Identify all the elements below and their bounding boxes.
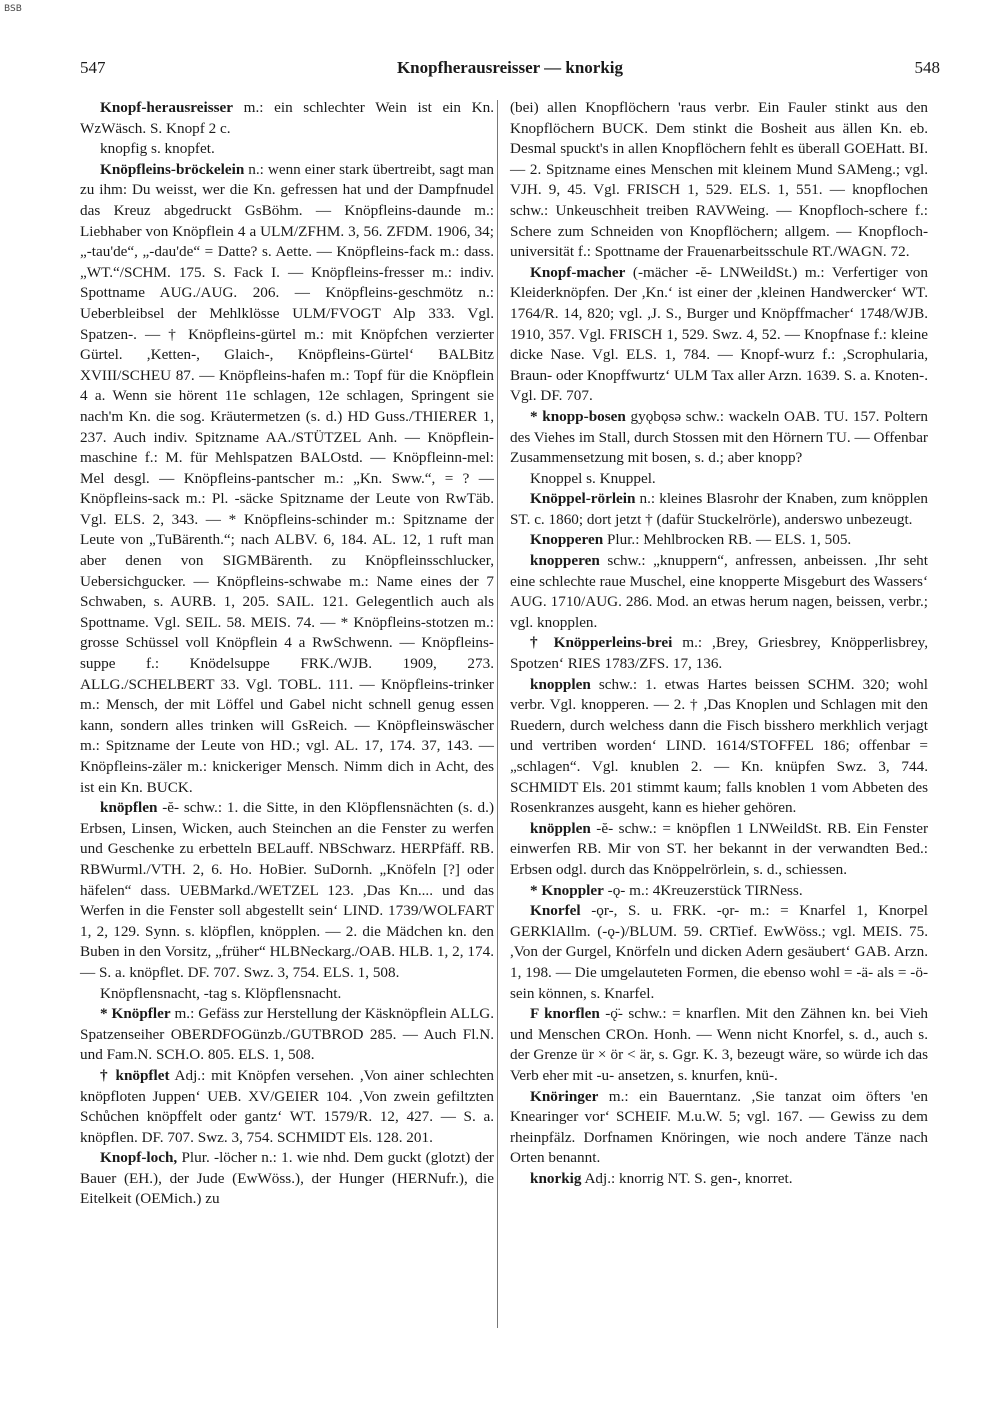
entry-text: n.: kleines Blasrohr der Knaben, zum knöpplen ST. c. 1860; dort jetzt † (dafür Stuckelrörle), anderswo unbezeugt.	[510, 490, 928, 528]
entry-lemma: Knopf-macher	[530, 263, 626, 281]
entry-lemma: Knöpfleins-bröckelein	[100, 160, 245, 178]
dictionary-entry	[510, 1004, 928, 1086]
entry-lemma: Knöringer	[530, 1087, 599, 1105]
dictionary-entry	[510, 551, 928, 633]
entry-text: m.: ein Bauerntanz. ,Sie tanzat oim öfters 'en Knearinger vor‘ SCHEIF. M.u.W. 5; vgl. 167. — Gewiss zu dem rheinpfälz. Dorfnamen Knöringen, wie noch andere Tänze nach Orten benannt.	[510, 1087, 928, 1167]
dictionary-entry	[80, 98, 494, 139]
entry-lemma: Knöppel-rörlein	[530, 490, 636, 508]
dictionary-entry	[80, 1004, 494, 1066]
dictionary-entry	[510, 819, 928, 881]
entry-text: m.: Gefäss zur Herstellung der Käsknöpflein ALLG. Spatzenseiher OBERDFOGünzb./GUTBROD 285. — Auch Fl.N. und Fam.N. SCH.O. 805. ELS. 1, 508.	[80, 1005, 494, 1064]
entry-text: -ǫ- m.: 4Kreuzerstück TIRNess.	[603, 881, 803, 899]
entry-lemma: knöpflen	[100, 799, 158, 817]
page-header	[80, 58, 940, 84]
entry-lemma: knopplen	[530, 675, 591, 693]
column-divider	[497, 100, 498, 1328]
entry-text: n.: wenn einer stark übertreibt, sagt man zu ihm: Du weisst, wer die Kn. gefressen hat und der Dampfnudel das Kreuz abgedruckt GsBöhm. — Knöpfleins-daunde m.: Liebhaber von Knöpflein 4 a ULM/ZFHM. 3, 56. ZFDM. 1906, 34; „-tau'de“, „-dau'de“ = Datte? s. Aette. — Knöpfleins-fack m.: dass. „WT.“/SCHM. 175. S. Fack I. — Knöpfleins-fresser m.: indiv. Spottname AUG./AUG. 206. — Knöpfleins-geschmötz n.: Ueberbleibsel der Mehlklösse ULM/FVOGT Alp 333. Vgl. Spatzen-. — † Knöpfleins-gürtel m.: mit Knöpfchen verzierter Gürtel. ,Ketten-, Glaich-, Knöpfleins-Gürtel‘ BALBitz XVIII/SCHEU 87. — Knöpfleins-hafen m.: Topf für die Knöpflein 4 a. Wenn sie hörent 11e schlagen, 12e schlagen, Springent sie nach'm Kn. die sog. Kräutermetzen (s. d.) HD Guss./THIERER 1, 237. Auch indiv. Spitzname AA./STÜTZEL Anh. — Knöpflein-maschine f.: M. für Mehlspatzen BALOstd. — Knöpfleinn-mel: Mel desgl. — Knöpfleins-pantscher m.: „Kn. Sww.“, = ? — Knöpfleins-sack m.: Pl. -säcke Spitzname der Leute von RwTäb. Vgl. ELS. 2, 343. — * Knöpfleins-schinder m.: Spitzname der Leute von „TuBärenth.“; nach ALBV. 6, 184. AL. 12, 1 ruft man aber denen von SIGMBärenth. zu Knöpfleinsschlucker, Uebersichgucker. — Knöpfleins-schwabe m.: Name eines der 7 Schwaben, s. AURB. 1, 205. SAIL. 121. Gelegentlich auch als Spottname. Vgl. SEIL. 58. MEIS. 74. — * Knöpfleins-stotzen m.: grosse Schüssel voll Knöpflein 4 a RwSchwenn. — Knöpfleins-suppe f.: Knödelsuppe FRK./WJB. 1909, 273. ALLG./SCHELBERT 33. Vgl. TOBL. 111. — Knöpfleins-trinker m.: Mensch, der mit Löffel und Gabel nicht schnell genug essen kann, sondern alles trinken will GsReich. — Knöpfleinswäscher m.: Spitzname der Leute von HD.; vgl. AL. 17, 174. 37, 143. — Knöpfleins-zäler m.: knickeriger Mensch. Nimm dich in Acht, des ist ein Kn. BUCK.	[80, 160, 494, 796]
dictionary-entry	[510, 98, 928, 263]
left-page-number: 547	[80, 58, 106, 77]
entry-lemma: knorkig	[530, 1169, 582, 1187]
dictionary-entry	[80, 160, 494, 798]
library-mark: BSB	[4, 4, 22, 14]
entry-text: m.: ein schlechter Wein ist ein Kn. WzWäsch. S. Knopf 2 c.	[80, 99, 494, 137]
dictionary-entry	[510, 633, 928, 674]
entry-text: knopfig s. knopfet.	[100, 140, 215, 158]
entry-text: (bei) allen Knopflöchern 'raus verbr. Ein Fauler stinkt aus den Knopflöchern BUCK. Dem stinkt die Bosheit aus ällen Kn. eb. Desmal spuckt's in allen Knopflöchern fehlt es überall GOEHatt. BI. — 2. Spitzname eines Menschen mit kleinem Mund SAMeng.; vgl. VJH. 9, 45. Vgl. FRISCH 1, 529. ELS. 1, 551. — knopflochen schw.: Unkeuschheit treiben RAVWeing. — Knopfloch-schere f.: Schere zum Schneiden von Knopflöchern; allgem. — Knopfloch-universität f.: Spottname der Frauenarbeitsschule RT./WAGN. 72.	[510, 99, 928, 261]
entry-text: -ĕ- schw.: 1. die Sitte, in den Klöpflensnächten (s. d.) Erbsen, Linsen, Wicken, auch Steinchen an die Fenster zu werfen und Geschenke zu erbetteln BELauff. NBSchwarz. HERPfäff. RB. RBWurml./VTH. 2, 6. Ho. HoBier. SuDornh. „Knöfeln [?] oder häfelen“ dass. UEBMarkd./WETZEL 123. ,Das Kn.... und das Werfen in die Fenster soll abgestellt sein‘ LIND. 1739/WOLFART 1, 2, 129. Synn. s. klöpflen, knöpplen. — 2. die Mädchen kn. den Buben in den Vorsitz, „früher“ HLBNeckarg./OAB. HLB. 1, 2, 174. — S. a. knöpflet. DF. 707. Swz. 3, 754. ELS. 1, 508.	[80, 799, 494, 981]
entry-lemma: * knopp-bosen	[530, 407, 626, 425]
dictionary-entry	[80, 139, 494, 160]
entry-text: Knöpflensnacht, -tag s. Klöpflensnacht.	[100, 984, 342, 1002]
dictionary-entry	[510, 675, 928, 819]
dictionary-entry	[510, 881, 928, 902]
entry-text: -ǫr-, S. u. FRK. -ǫr- m.: = Knarfel 1, Knorpel GERKlAllm. (-ǫ-)/BLUM. 59. CRTief. EwWöss.; vgl. MEIS. 75. ,Von der Gurgel, Knörfeln und dicken Adern gesäubert‘ GAB. Arzn. 1, 198. — Die umgelauteten Formen, die ebenso wohl = -ä- als = -ö- sein können, s. Knarfel.	[510, 902, 928, 1002]
dictionary-entry	[80, 798, 494, 983]
entry-lemma: Knopf-loch,	[100, 1149, 178, 1167]
dictionary-entry	[510, 263, 928, 407]
entry-lemma: Knopf-herausreisser	[100, 99, 234, 116]
entry-text: Adj.: mit Knöpfen versehen. ,Von ainer schlechten knöpfloten Juppen‘ UEB. XV/GEIER 104. ,Von zwein gefiltzten Schůchen knöpffelt oder gantz‘ WT. 1579/R. 12, 427. — S. a. knöpflen. DF. 707. Swz. 3, 754. SCHMIDT Els. 128. 201.	[80, 1066, 495, 1146]
left-column	[80, 98, 494, 1210]
dictionary-entry	[510, 1087, 928, 1169]
entry-lemma: Knorfel	[530, 902, 581, 920]
dictionary-entry	[80, 1066, 494, 1148]
dictionary-entry	[510, 489, 928, 530]
dictionary-entry	[510, 407, 928, 469]
right-column	[510, 98, 928, 1189]
entry-lemma: F knorflen	[530, 1005, 600, 1023]
entry-text: m.: ,Brey, Griesbrey, Knöpperlisbrey, Spotzen‘ RIES 1783/ZFS. 17, 136.	[510, 634, 929, 673]
entry-text: Plur. -löcher n.: 1. wie nhd. Dem guckt (glotzt) der Bauer (EH.), der Jude (EwWöss.), der Hunger (HERNufr.), die Eitelkeit (OEMich.) zu	[80, 1149, 494, 1208]
entry-lemma: * Knöpfler	[100, 1005, 171, 1023]
running-title: Knopfherausreisser — knorkig	[396, 58, 624, 77]
dictionary-entry	[510, 530, 928, 551]
dictionary-entry	[510, 1169, 928, 1190]
entry-text: schw.: 1. etwas Hartes beissen SCHM. 320; wohl verbr. Vgl. knopperen. — 2. † ,Das Knoplen und Schlagen mit den Ruedern, durch welchess dann die Fisch bisshero merkhlich verjagt und vertriben worden‘ LIND. 1614/STOFFEL 186; offenbar = „schlagen“. Vgl. knublen 2. — Kn. knüpfen Swz. 3, 744. SCHMIDT Els. 201 stimmt kaum; falls knoblen 1 vom Abbeten des Rosenkranzes ausgeht, kann es hieher gehören.	[510, 675, 928, 817]
entry-text: gyǫbǫsə schw.: wackeln OAB. TU. 157. Poltern des Viehes im Stall, durch Stossen mit den Hörnern TU. — Offenbar Zusammensetzung mit bosen, s. d.; aber knopp?	[510, 407, 929, 467]
entry-lemma: † Knöpperleins-brei	[530, 634, 673, 652]
entry-text: -ĕ- schw.: = knöpflen 1 LNWeildSt. RB. Ein Fenster einwerfen RB. Mir von ST. her bekannt in der verwandten Bed.: Erbsen odgl. durch das Knöppelrörlein, s. d., schiessen.	[510, 819, 928, 878]
dictionary-entry	[80, 984, 494, 1005]
dictionary-entry	[510, 901, 928, 1004]
dictionary-entry	[510, 469, 928, 490]
entry-text: -ǫ̈- schw.: = knarflen. Mit den Zähnen kn. bei Vieh und Menschen CROn. Honh. — Wenn nicht Knorfel, s. d., auch s. der Grenze ür × ör < är, s. Ggr. K. 3, bezeugt wäre, so würde ich das Verb eher mit -u- ansetzen, s. knurfen, knü-.	[510, 1005, 929, 1084]
right-page-number: 548	[914, 58, 940, 77]
entry-text: Knoppel s. Knuppel.	[530, 469, 656, 487]
entry-text: schw.: „knuppern“, anfressen, anbeissen. ,Ihr seht eine schlechte raue Muschel, eine knopperte Misgeburt des Wassers‘ AUG. 1710/AUG. 286. Mod. an etwas herum nagen, beissen, verbr.; vgl. knopplen.	[510, 552, 928, 631]
entry-lemma: † knöpflet	[100, 1066, 170, 1084]
entry-lemma: knöpplen	[530, 819, 591, 837]
entry-lemma: Knopperen	[530, 531, 604, 549]
entry-lemma: * Knoppler	[530, 881, 604, 899]
entry-lemma: knopperen	[530, 552, 600, 570]
entry-text: Adj.: knorrig NT. S. gen-, knorret.	[581, 1169, 793, 1187]
entry-text: Plur.: Mehlbrocken RB. — ELS. 1, 505.	[603, 531, 852, 549]
entry-text: (-mächer -ĕ- LNWeildSt.) m.: Verfertiger von Kleiderknöpfen. Der ,Kn.‘ ist einer der ,kleinen Handwercker‘ WT. 1764/R. 14, 820; vgl. ,J. S., Burger und Knöpffmacher‘ 1748/WJB. 1910, 357. Vgl. FRISCH 1, 529. Swz. 4, 52. — Knopfnase f.: kleine dicke Nase. Vgl. ELS. 1, 784. — Knopf-wurz f.: ,Scrophularia, Braun- oder Knopffwurtz‘ ULM Tax aller Arzn. 1639. S. a. Knoten-. Vgl. DF. 707.	[510, 263, 928, 405]
dictionary-entry	[80, 1148, 494, 1210]
